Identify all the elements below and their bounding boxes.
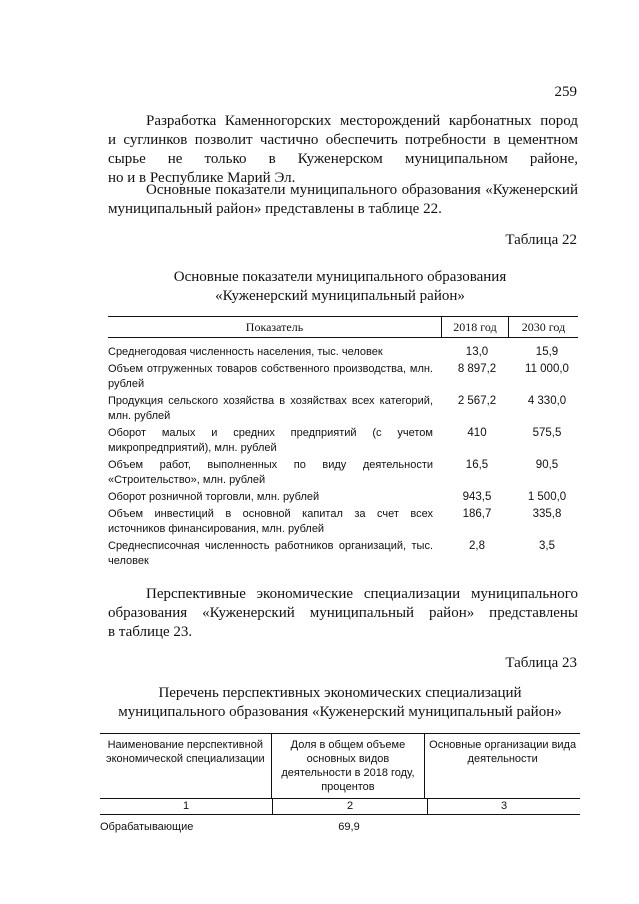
paragraph-specializations (108, 585, 578, 642)
paragraph-line: Разработка Каменногорских месторождений карбонатных пород (146, 113, 578, 129)
paragraph-line: образования «Куженерский муниципальный район» представлены (108, 605, 578, 621)
table-row (108, 345, 578, 360)
value-2030-cell: 15,9 (535, 346, 559, 358)
specialization-name-cell: Обрабатывающие (100, 821, 194, 833)
table-label: Таблица 23 (505, 655, 577, 671)
value-2018-cell: 410 (467, 427, 487, 439)
table-header (100, 733, 580, 799)
paragraph-line: сырье не только в Куженерском муниципальном районе, (108, 151, 578, 167)
paragraph-intro (108, 112, 578, 188)
specializations-table (100, 733, 580, 833)
organizations-cell (426, 821, 578, 833)
paragraph-line: но и в Республике Марий Эл. (108, 170, 296, 186)
table-row (108, 539, 578, 569)
column-header: 2030 год (508, 317, 578, 337)
paragraph-line: в таблице 23. (108, 624, 193, 640)
table-title-line: муниципального образования «Куженерский муниципальный район» (118, 704, 562, 720)
value-2018-cell: 186,7 (462, 508, 492, 520)
value-2018-cell: 943,5 (462, 491, 492, 503)
indicator-cell: Оборот малых и средних предприятий (с учетом микропредприятий), млн. рублей (108, 427, 433, 454)
column-header: 2018 год (441, 317, 508, 337)
table-row (108, 426, 578, 456)
value-2030-cell: 575,5 (532, 427, 562, 439)
value-2018-cell: 8 897,2 (457, 363, 497, 375)
table-title (100, 268, 580, 306)
value-2030-cell: 1 500,0 (527, 491, 567, 503)
share-cell: 69,9 (338, 821, 360, 833)
table-header (108, 316, 578, 338)
value-2018-cell: 16,5 (465, 459, 489, 471)
column-header: Наименование перспективной экономической специализации (105, 739, 265, 765)
indicator-cell: Объем инвестиций в основной капитал за счет всех источников финансирования, млн. рублей (108, 508, 433, 535)
table-row (100, 821, 580, 833)
value-2030-cell: 11 000,0 (525, 363, 569, 375)
value-2030-cell: 90,5 (535, 459, 559, 471)
column-header: Доля в общем объеме основных видов деятельности в 2018 году, процентов (271, 734, 426, 798)
value-2018-cell: 2,8 (469, 540, 485, 552)
table-title-line: Перечень перспективных экономических специализаций (158, 685, 522, 701)
column-header: Основные организации вида деятельности (429, 739, 577, 765)
value-2018-cell: 2 567,2 (457, 395, 497, 407)
table-title (100, 684, 580, 722)
table-title-line: Основные показатели муниципального образования (173, 269, 507, 285)
column-number: 3 (500, 800, 508, 812)
table-row (108, 507, 578, 537)
table-row (108, 490, 578, 505)
column-number-row (100, 799, 580, 815)
paragraph-line: муниципальный район» представлены в таблице 22. (108, 201, 442, 217)
value-2030-cell: 4 330,0 (527, 395, 567, 407)
indicator-cell: Среднегодовая численность населения, тыс. человек (108, 346, 383, 358)
paragraph-line: и суглинков позволит частично обеспечить потребности в цементном (108, 132, 578, 148)
indicator-cell: Среднесписочная численность работников организаций, тыс. человек (108, 540, 433, 567)
value-2018-cell: 13,0 (465, 346, 489, 358)
value-2030-cell: 3,5 (539, 540, 555, 552)
page-number: 259 (554, 84, 577, 100)
table-row (108, 362, 578, 392)
table-label: Таблица 22 (505, 232, 577, 248)
indicator-cell: Продукция сельского хозяйства в хозяйствах всех категорий, млн. рублей (108, 395, 433, 422)
column-header: Показатель (245, 319, 304, 334)
indicator-cell: Оборот розничной торговли, млн. рублей (108, 491, 320, 503)
table-row (108, 458, 578, 488)
indicator-cell: Объем отгруженных товаров собственного производства, млн. рублей (108, 363, 433, 390)
indicators-table (108, 316, 578, 571)
indicator-cell: Объем работ, выполненных по виду деятельности «Строительство», млн. рублей (108, 459, 433, 486)
table-title-line: «Куженерский муниципальный район» (215, 288, 465, 304)
paragraph-line: Основные показатели муниципального образования «Куженерский (146, 182, 578, 198)
column-number: 2 (272, 799, 428, 814)
paragraph-indicators (108, 181, 578, 219)
column-number: 1 (182, 800, 190, 812)
paragraph-line: Перспективные экономические специализации муниципального (146, 586, 578, 602)
table-row (108, 394, 578, 424)
value-2030-cell: 335,8 (532, 508, 562, 520)
